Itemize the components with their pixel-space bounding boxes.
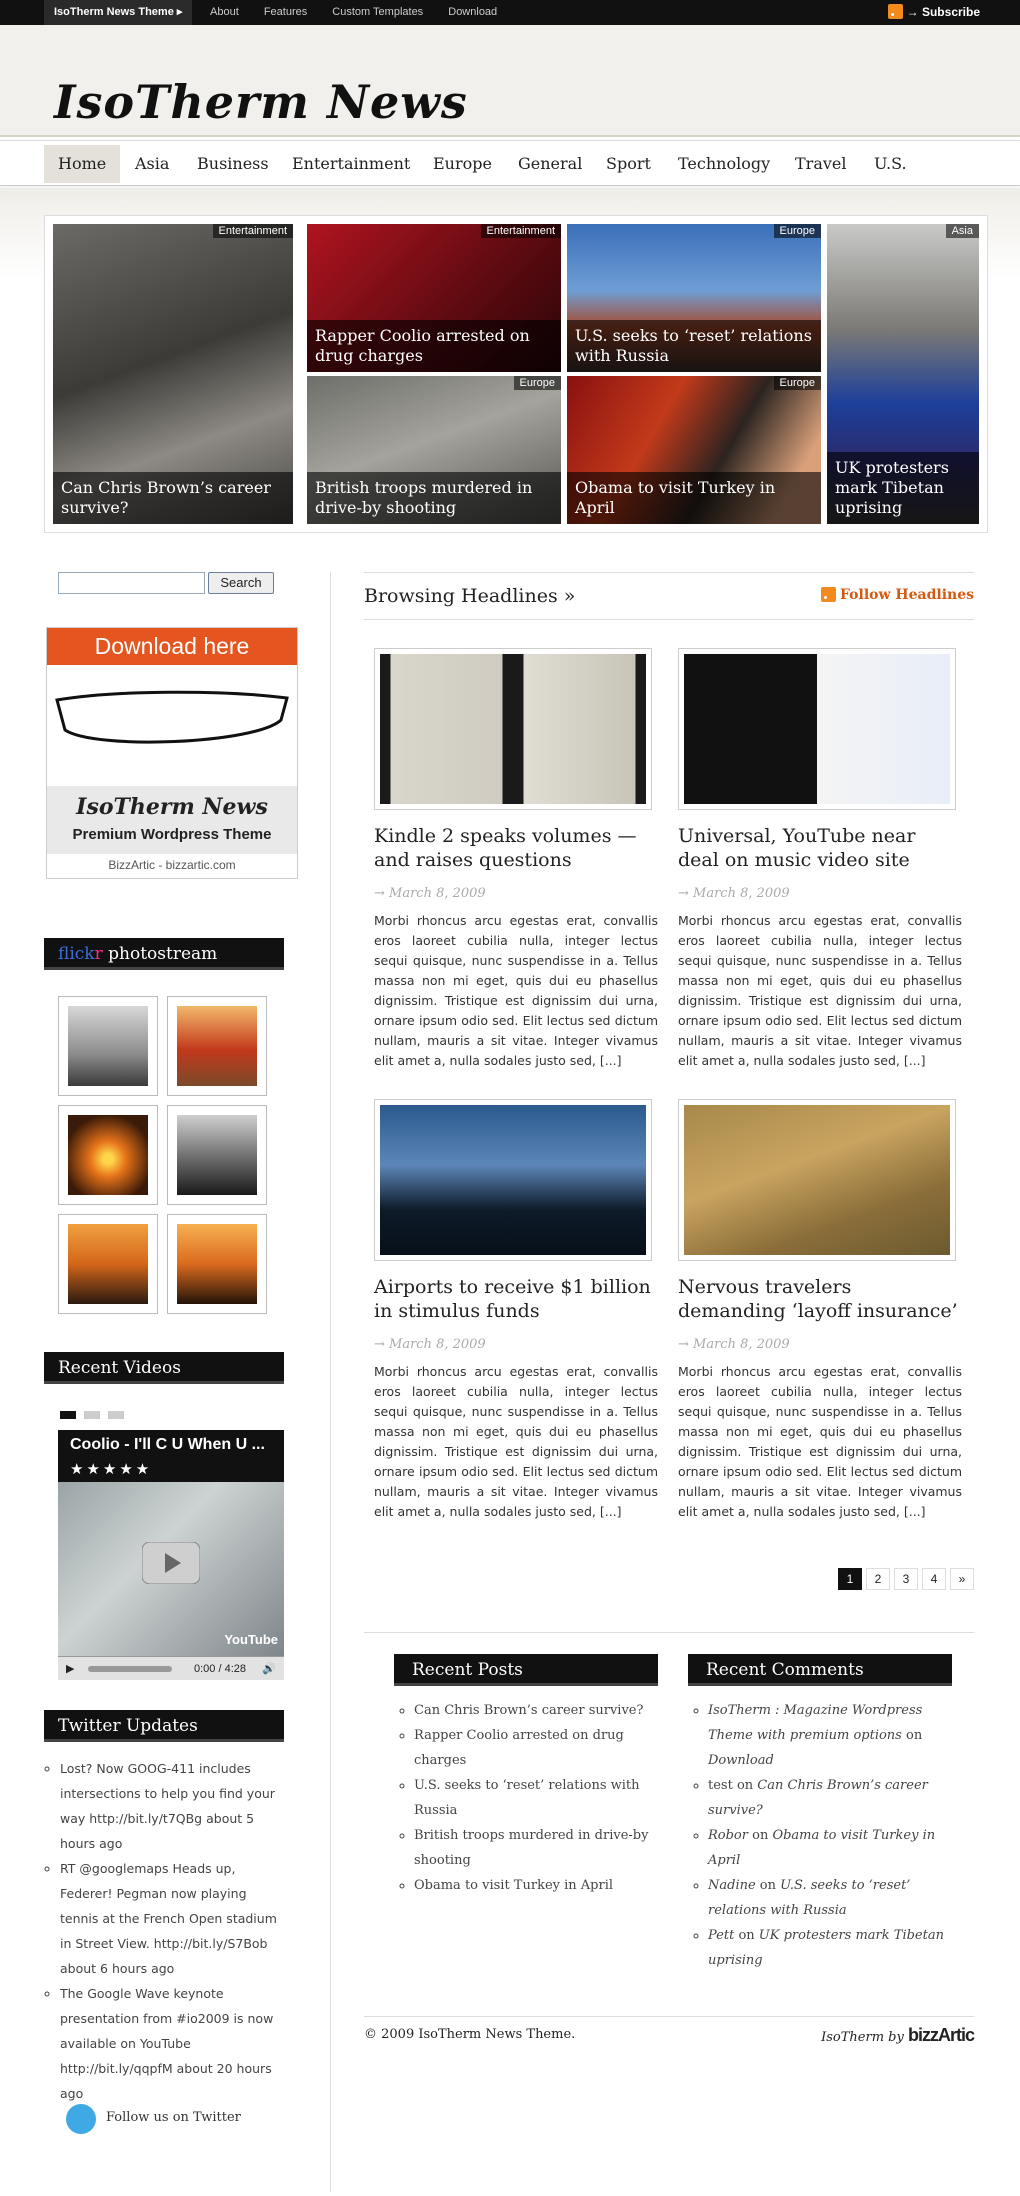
search-input[interactable]: [58, 572, 205, 594]
ad-download-label[interactable]: Download here: [47, 628, 297, 665]
post-excerpt: Morbi rhoncus arcu egestas erat, convallis eros laoreet cubilia nulla, integer lectus sequi quisque, nunc suspendisse in a. Tellus massa non mi eget, quis dui eu phasellus dignissim. Tristique est dignissim dui urna, ornare ipsum odio sed. Elit lectus sed dictum nullam, mauris a sit vitae. Integer vivamus elit amet a, nulla sodales justo sed, [...]: [678, 1364, 962, 1519]
bizzartic-logo[interactable]: bizzArtic: [907, 2025, 974, 2045]
post-title[interactable]: Nervous travelers demanding ‘layoff insurance’: [678, 1276, 958, 1322]
comment-author: test: [708, 1778, 733, 1793]
featured-title[interactable]: Obama to visit Turkey in April: [567, 472, 821, 524]
featured-category: Entertainment: [213, 224, 293, 238]
video-dot[interactable]: [84, 1411, 100, 1419]
video-title[interactable]: Coolio - I'll C U When U ...: [70, 1436, 265, 1453]
featured-title[interactable]: U.S. seeks to ‘reset’ relations with Russia: [567, 320, 821, 372]
nav-item-europe[interactable]: Europe: [433, 154, 492, 173]
follow-twitter-link[interactable]: Follow us on Twitter: [106, 2110, 241, 2125]
tweet: [60, 1856, 286, 1981]
theme-menu-button[interactable]: IsoTherm News Theme ▸: [44, 0, 192, 25]
recent-posts-widget: [394, 1654, 658, 1898]
flickr-title: photostream: [102, 944, 218, 964]
nav-item-us[interactable]: U.S.: [874, 154, 907, 173]
subscribe-label: → Subscribe: [906, 5, 980, 19]
search-button[interactable]: Search: [208, 572, 274, 594]
post-thumbnail[interactable]: [374, 1099, 652, 1261]
flickr-brand-a: flick: [58, 944, 95, 964]
site-logo[interactable]: IsoTherm News: [54, 75, 468, 129]
featured-slider: [44, 215, 988, 533]
flickr-thumb[interactable]: [58, 1105, 158, 1205]
post-date: → March 8, 2009: [374, 1337, 486, 1352]
rating-stars: ★★★★★: [70, 1460, 153, 1478]
post-title[interactable]: Kindle 2 speaks volumes — and raises questions: [374, 825, 637, 871]
recent-post-link[interactable]: ◦ Can Chris Brown’s career survive?: [414, 1698, 658, 1723]
post-card: [374, 1099, 658, 1522]
post-date: → March 8, 2009: [678, 886, 790, 901]
featured-category: Europe: [774, 376, 821, 390]
featured-title[interactable]: British troops murdered in drive-by shooting: [307, 472, 561, 524]
comment-post-link[interactable]: UK protesters mark Tibetan uprising: [708, 1928, 944, 1968]
footer-credit: [821, 2025, 974, 2046]
recent-post-link[interactable]: ◦ U.S. seeks to ‘reset’ relations with Russia: [414, 1773, 658, 1823]
flickr-thumb[interactable]: [167, 996, 267, 1096]
tweet-time[interactable]: about 6 hours ago: [60, 1961, 175, 1976]
site-header: [0, 25, 1020, 137]
tweet-time[interactable]: about 5 hours ago: [60, 1811, 255, 1851]
comment-author[interactable]: Robor: [708, 1828, 748, 1843]
post-card: [678, 1099, 962, 1522]
featured-title[interactable]: Can Chris Brown’s career survive?: [53, 472, 293, 524]
nav-item-general[interactable]: General: [518, 154, 583, 173]
top-link-features[interactable]: Features: [263, 6, 308, 18]
twitter-list: [60, 1756, 286, 2106]
nav-item-asia[interactable]: Asia: [135, 154, 170, 173]
credit-by: by: [884, 2030, 908, 2045]
recent-post-link[interactable]: ◦ British troops murdered in drive-by shooting: [414, 1823, 658, 1873]
recent-comment: [708, 1698, 952, 1773]
recent-comment: [708, 1773, 952, 1823]
tweet: [60, 1756, 286, 1856]
credit-theme[interactable]: IsoTherm: [821, 2030, 885, 2045]
flickr-thumb[interactable]: [167, 1214, 267, 1314]
comment-on: on: [747, 1828, 773, 1843]
comment-author[interactable]: IsoTherm : Magazine Wordpress Theme with premium options: [708, 1703, 923, 1743]
tweet: [60, 1981, 286, 2106]
follow-headlines-link[interactable]: [821, 587, 974, 603]
nav-item-business[interactable]: Business: [197, 154, 269, 173]
rss-icon: [888, 4, 903, 19]
top-bar: [0, 0, 1020, 25]
recent-comment: [708, 1923, 952, 1973]
recent-comments-title: Recent Comments: [688, 1654, 952, 1686]
top-link-download[interactable]: Download: [448, 6, 498, 18]
play-small-icon[interactable]: ▶: [66, 1663, 75, 1675]
seek-bar[interactable]: [88, 1666, 172, 1672]
comment-on: on: [755, 1878, 781, 1893]
post-excerpt: Morbi rhoncus arcu egestas erat, convallis eros laoreet cubilia nulla, integer lectus sequi quisque, nunc suspendisse in a. Tellus massa non mi eget, quis dui eu phasellus dignissim. Tristique est dignissim dui urna, ornare ipsum odio sed. Elit lectus sed dictum nullam, mauris a sit vitae. Integer vivamus elit amet a, nulla sodales justo sed, [...]: [374, 913, 658, 1068]
post-date: → March 8, 2009: [678, 1337, 790, 1352]
featured-tile[interactable]: [53, 224, 293, 524]
page-link[interactable]: 1: [838, 1568, 862, 1590]
ad-subtitle: Premium Wordpress Theme: [72, 826, 272, 843]
column-divider: [330, 572, 331, 2192]
top-link-about[interactable]: About: [210, 6, 239, 18]
video-dot[interactable]: [108, 1411, 124, 1419]
play-icon[interactable]: [142, 1542, 200, 1584]
featured-category: Europe: [774, 224, 821, 238]
twitter-bird-icon: [66, 2104, 96, 2134]
ad-sketch-icon: [55, 686, 291, 756]
nav-item-entertainment[interactable]: Entertainment: [292, 154, 411, 173]
comment-author[interactable]: Nadine: [708, 1878, 756, 1893]
tweet-text[interactable]: RT @googlemaps Heads up, Federer! Pegman now playing tennis at the French Open stadium in Street View. http://bit.ly/S7Bob: [60, 1861, 277, 1951]
main-nav: [0, 140, 1020, 186]
tweet-text[interactable]: The Google Wave keynote presentation from #io2009 is now available on YouTube http://bit.ly/qqpfM: [60, 1986, 274, 2076]
post-date: → March 8, 2009: [374, 886, 486, 901]
recent-comments-widget: [688, 1654, 952, 1973]
featured-title[interactable]: Rapper Coolio arrested on drug charges: [307, 320, 561, 372]
post-thumbnail[interactable]: [678, 1099, 956, 1261]
nav-item-sport[interactable]: Sport: [606, 154, 651, 173]
post-excerpt: Morbi rhoncus arcu egestas erat, convallis eros laoreet cubilia nulla, integer lectus sequi quisque, nunc suspendisse in a. Tellus massa non mi eget, quis dui eu phasellus dignissim. Tristique est dignissim dui urna, ornare ipsum odio sed. Elit lectus sed dictum nullam, mauris a sit vitae. Integer vivamus elit amet a, nulla sodales justo sed, [...]: [374, 1364, 658, 1519]
ad-title: IsoTherm News: [76, 794, 268, 820]
comment-on: on: [732, 1778, 758, 1793]
copyright: © 2009 IsoTherm News Theme.: [364, 2027, 576, 2042]
post-excerpt: Morbi rhoncus arcu egestas erat, convallis eros laoreet cubilia nulla, integer lectus sequi quisque, nunc suspendisse in a. Tellus massa non mi eget, quis dui eu phasellus dignissim. Tristique est dignissim dui urna, ornare ipsum odio sed. Elit lectus sed dictum nullam, mauris a sit vitae. Integer vivamus elit amet a, nulla sodales justo sed, [...]: [678, 913, 962, 1068]
video-controls: [58, 1656, 284, 1680]
post-card: [678, 648, 962, 1071]
tweet-time[interactable]: about 20 hours ago: [60, 2061, 272, 2101]
flickr-thumb[interactable]: [58, 996, 158, 1096]
featured-category: Entertainment: [481, 224, 561, 238]
post-card: [374, 648, 658, 1071]
rss-icon: [821, 587, 836, 602]
youtube-logo: YouTube: [224, 1632, 278, 1647]
next-page-link[interactable]: »: [950, 1568, 974, 1590]
comment-author[interactable]: Pett: [708, 1928, 735, 1943]
site-footer: [364, 2016, 974, 2046]
featured-tile[interactable]: [307, 224, 561, 372]
recent-comment: [708, 1873, 952, 1923]
video-dot[interactable]: [60, 1411, 76, 1419]
tweet-text[interactable]: Lost? Now GOOG-411 includes intersections to help you find your way http://bit.ly/t7QBg: [60, 1761, 275, 1826]
video-player[interactable]: [58, 1430, 284, 1680]
ad-banner[interactable]: [46, 627, 298, 879]
comment-post-link[interactable]: Download: [708, 1753, 774, 1768]
volume-icon[interactable]: 🔊: [262, 1663, 276, 1675]
recent-post-link[interactable]: ◦ Rapper Coolio arrested on drug charges: [414, 1723, 658, 1773]
headlines-header: [364, 572, 974, 620]
comment-on: on: [734, 1928, 759, 1943]
nav-item-travel[interactable]: Travel: [795, 154, 847, 173]
post-title[interactable]: Universal, YouTube near deal on music video site: [678, 825, 916, 871]
comment-post-link[interactable]: Obama to visit Turkey in April: [708, 1828, 936, 1868]
recent-comment: [708, 1823, 952, 1873]
comment-on: on: [901, 1728, 923, 1743]
video-time: 0:00 / 4:28: [194, 1663, 246, 1675]
ad-credit: BizzArtic - bizzartic.com: [108, 858, 236, 872]
recent-posts-title: Recent Posts: [394, 1654, 658, 1686]
featured-title[interactable]: UK protesters mark Tibetan uprising: [827, 452, 979, 524]
flickr-widget-title: [44, 938, 284, 970]
subscribe-link[interactable]: [888, 4, 980, 21]
comment-post-link[interactable]: Can Chris Brown’s career survive?: [708, 1778, 928, 1818]
flickr-thumb[interactable]: [167, 1105, 267, 1205]
featured-tile[interactable]: [567, 224, 821, 372]
post-thumbnail[interactable]: [374, 648, 652, 810]
page-link[interactable]: 2: [866, 1568, 890, 1590]
page-link[interactable]: 4: [922, 1568, 946, 1590]
recent-post-link[interactable]: ◦ Obama to visit Turkey in April: [414, 1873, 658, 1898]
follow-headlines-label: Follow Headlines: [839, 587, 974, 603]
nav-item-home[interactable]: Home: [44, 145, 120, 183]
post-thumbnail[interactable]: [678, 648, 956, 810]
featured-tile[interactable]: [827, 224, 979, 524]
browsing-headlines-title: Browsing Headlines »: [364, 585, 576, 607]
flickr-thumb[interactable]: [58, 1214, 158, 1314]
page-link[interactable]: 3: [894, 1568, 918, 1590]
featured-tile[interactable]: [307, 376, 561, 524]
featured-category: Europe: [514, 376, 561, 390]
flickr-brand-b: r: [94, 944, 103, 964]
post-title[interactable]: Airports to receive $1 billion in stimulus funds: [374, 1276, 651, 1322]
featured-category: Asia: [946, 224, 979, 238]
twitter-widget-title: Twitter Updates: [44, 1710, 284, 1742]
featured-tile[interactable]: [567, 376, 821, 524]
nav-item-technology[interactable]: Technology: [678, 154, 771, 173]
comment-post-link[interactable]: U.S. seeks to ‘reset’ relations with Russia: [708, 1878, 911, 1918]
top-link-custom-templates[interactable]: Custom Templates: [332, 6, 424, 18]
footer-separator: [364, 1632, 974, 1633]
videos-widget-title: Recent Videos: [44, 1352, 284, 1384]
top-links: [210, 0, 519, 25]
video-pager: [60, 1404, 132, 1423]
